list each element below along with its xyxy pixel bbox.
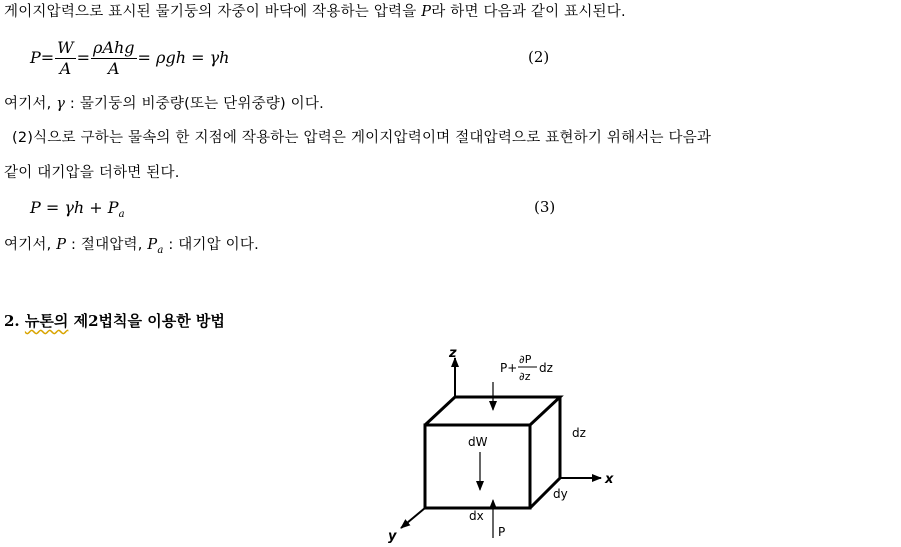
- heading-misspelled-word: 뉴톤의: [24, 312, 69, 330]
- paragraph-line-5: 같이 대기압을 더하면 된다.: [4, 165, 180, 181]
- eq-expr: P = γh + P: [30, 198, 119, 217]
- eq-rhs: = ρgh = γh: [137, 48, 230, 67]
- y-axis-arrow: [401, 508, 425, 528]
- z-axis-label: z: [449, 346, 457, 361]
- text-segment: 라 하면 다음과 같이 표시된다.: [431, 4, 626, 20]
- equation-number-2: (2): [528, 48, 550, 66]
- heading-number: 2.: [4, 312, 20, 330]
- text-segment: : 절대압력,: [66, 237, 148, 253]
- frac-numerator: ρAhg: [93, 38, 135, 57]
- y-axis-label: y: [388, 529, 397, 544]
- dimension-dz-label: dz: [572, 426, 586, 440]
- equation-2: P= $\frac{W}{A}$ = $\frac{\text{ρAhg}}{A}$ = ρgh = γh: [30, 38, 230, 78]
- bottom-force-label: P: [498, 525, 506, 539]
- frac-denominator: A: [108, 59, 120, 78]
- weight-label: dW: [468, 435, 488, 449]
- frac-denominator: A: [59, 59, 72, 78]
- top-force-prefix: P+: [500, 361, 518, 375]
- eq-lhs: P: [30, 48, 41, 67]
- equation-number-3: (3): [534, 198, 556, 216]
- text-segment: : 물기둥의 비중량(또는 단위중량) 이다.: [65, 96, 324, 112]
- dimension-dy-label: dy: [553, 487, 568, 501]
- text-segment: 여기서,: [4, 237, 57, 253]
- text-segment: : 대기압 이다.: [163, 237, 259, 253]
- math-variable: γ: [56, 96, 66, 112]
- text-segment: 게이지압력으로 표시된 물기둥의 자중이 바닥에 작용하는 압력을: [4, 4, 422, 20]
- heading-rest: 제2법칙을 이용한 방법: [68, 312, 225, 330]
- top-force-suffix: dz: [539, 361, 553, 375]
- frac-numerator: W: [57, 38, 74, 57]
- paragraph-line-4: (2)식으로 구하는 물속의 한 지점에 작용하는 압력은 게이지압력이며 절대압력으로 표현하기 위해서는 다음과: [12, 130, 712, 146]
- top-force-derivative-num: ∂P: [519, 353, 532, 366]
- x-axis-label: x: [605, 472, 614, 487]
- top-force-derivative-den: ∂z: [519, 370, 531, 383]
- math-variable: P: [147, 237, 158, 253]
- eq-subscript: a: [118, 209, 125, 221]
- text-segment: 여기서,: [4, 96, 57, 112]
- dimension-dx-label: dx: [469, 509, 484, 523]
- math-variable: P: [421, 4, 432, 20]
- math-variable: P: [56, 237, 67, 253]
- math-subscript: a: [157, 244, 164, 256]
